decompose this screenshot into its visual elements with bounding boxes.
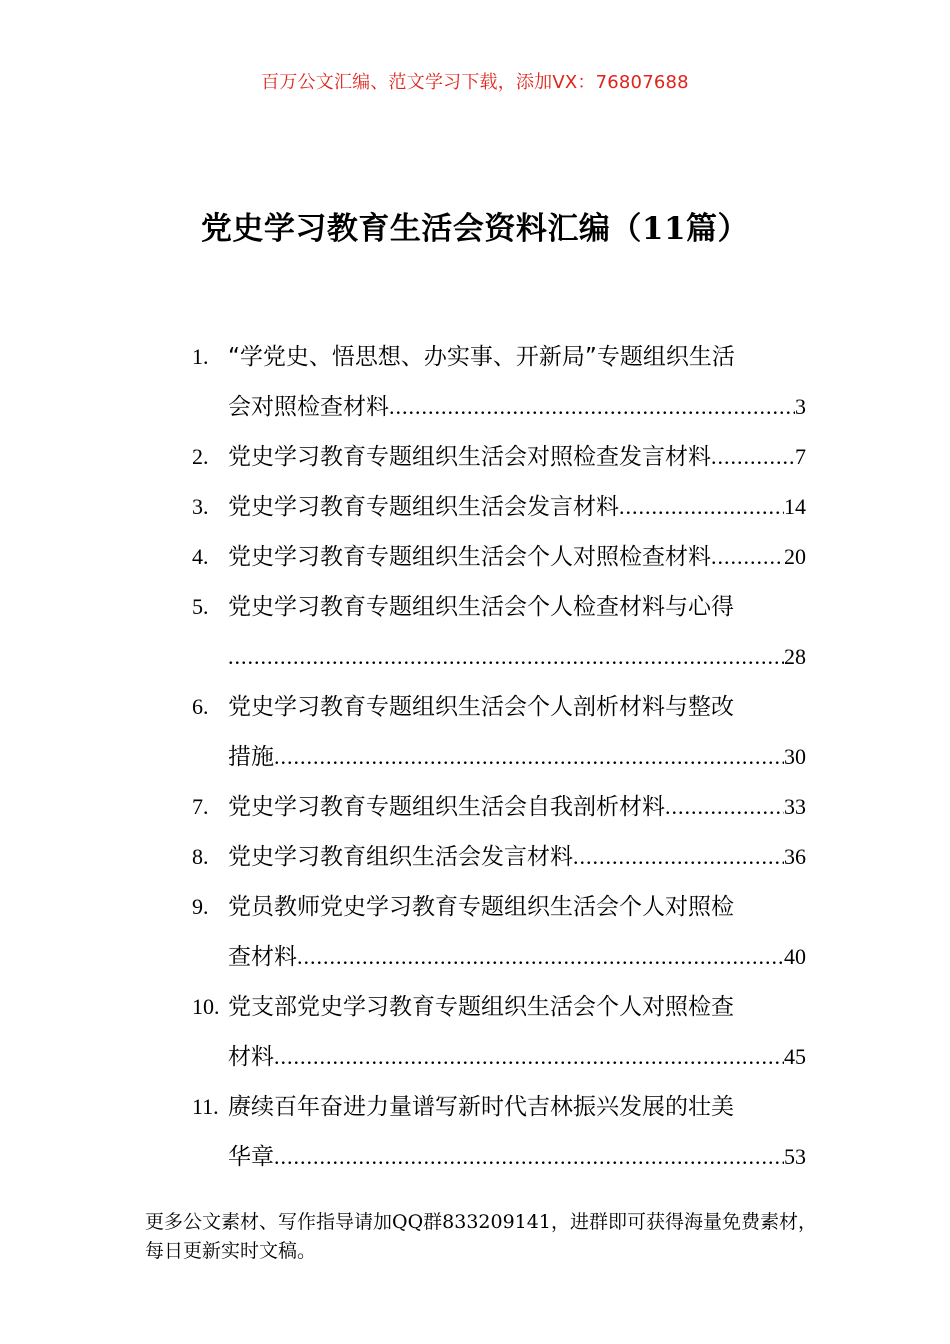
toc-dot-leader (228, 632, 784, 682)
toc-entry-body (228, 682, 806, 782)
toc-dot-leader (619, 482, 784, 532)
toc-entry-title: 党史学习教育专题组织生活会个人检查材料与心得 (228, 594, 734, 620)
toc-entry-line (228, 582, 806, 632)
toc-entry-title: 党史学习教育组织生活会发言材料 (228, 844, 573, 870)
toc-entry-title: 华章 (228, 1144, 274, 1170)
toc-entry-line (228, 382, 806, 432)
toc-entry-body (228, 832, 806, 882)
toc-entry[interactable] (192, 882, 806, 982)
toc-entry-line (228, 882, 806, 932)
toc-entry-line (228, 432, 806, 482)
toc-entry-number: 11. (192, 1094, 219, 1119)
toc-dot-leader (389, 382, 795, 432)
toc-entry-line (228, 1082, 806, 1132)
toc-dot-leader (274, 1132, 784, 1182)
toc-page-number: 7 (795, 444, 806, 469)
toc-dot-leader (297, 932, 784, 982)
toc-dot-leader (274, 732, 784, 782)
toc-page-number: 28 (784, 644, 806, 669)
toc-entry-number: 8. (192, 844, 209, 869)
toc-entry[interactable] (192, 782, 806, 832)
toc-entry-title: 材料 (228, 1044, 274, 1070)
toc-entry-title: 措施 (228, 744, 274, 770)
toc-entry-title: 党史学习教育专题组织生活会对照检查发言材料 (228, 444, 711, 470)
toc-dot-leader (274, 1032, 784, 1082)
toc-page-number: 3 (795, 394, 806, 419)
footer-promo-note: 更多公文素材、写作指导请加QQ群833209141，进群即可获得海量免费素材，每日更新实时文稿。 (145, 1211, 817, 1262)
toc-entry[interactable] (192, 432, 806, 482)
toc-entry-title: 党史学习教育专题组织生活会个人剖析材料与整改 (228, 694, 734, 720)
toc-entry-number: 9. (192, 894, 209, 919)
toc-entry[interactable] (192, 482, 806, 532)
toc-entry-line (228, 532, 806, 582)
toc-entry-line (228, 732, 806, 782)
toc-page-number: 20 (784, 544, 806, 569)
toc-dot-leader (573, 832, 784, 882)
toc-entry-body (228, 882, 806, 982)
toc-entry-number: 10. (192, 994, 220, 1019)
toc-entry-number: 4. (192, 544, 209, 569)
toc-entry-number: 3. (192, 494, 209, 519)
toc-page-number: 45 (784, 1044, 806, 1069)
toc-entry-title: 查材料 (228, 944, 297, 970)
toc-entry-line (228, 682, 806, 732)
toc-entry-line (228, 1132, 806, 1182)
toc-entry-line (228, 632, 806, 682)
toc-entry-title: 党史学习教育专题组织生活会发言材料 (228, 494, 619, 520)
toc-entry-line (228, 982, 806, 1032)
toc-entry-body (228, 532, 806, 582)
toc-page-number: 36 (784, 844, 806, 869)
toc-entry-title: 党史学习教育专题组织生活会自我剖析材料 (228, 794, 665, 820)
toc-page-number: 30 (784, 744, 806, 769)
toc-page-number: 33 (784, 794, 806, 819)
toc-entry-number: 7. (192, 794, 209, 819)
toc-entry-line (228, 832, 806, 882)
toc-dot-leader (711, 532, 784, 582)
toc-entry-number: 6. (192, 694, 209, 719)
toc-page-number: 14 (784, 494, 806, 519)
toc-entry[interactable] (192, 1082, 806, 1182)
toc-entry-number: 1. (192, 344, 209, 369)
toc-page-number: 53 (784, 1144, 806, 1169)
toc-entry-body (228, 782, 806, 832)
toc-entry-title: 赓续百年奋进力量谱写新时代吉林振兴发展的壮美 (228, 1094, 734, 1120)
toc-entry-title: 党史学习教育专题组织生活会个人对照检查材料 (228, 544, 711, 570)
toc-dot-leader (665, 782, 784, 832)
toc-dot-leader (711, 432, 795, 482)
toc-entry-number: 2. (192, 444, 209, 469)
toc-entry[interactable] (192, 332, 806, 432)
toc-entry-line (228, 932, 806, 982)
toc-entry-number: 5. (192, 594, 209, 619)
table-of-contents (192, 332, 806, 1182)
toc-entry-line (228, 332, 806, 382)
toc-entry[interactable] (192, 982, 806, 1082)
toc-entry[interactable] (192, 682, 806, 782)
header-watermark-note: 百万公文汇编、范文学习下载，添加VX：76807688 (261, 72, 689, 93)
toc-entry-body (228, 432, 806, 482)
toc-entry-title: 会对照检查材料 (228, 394, 389, 420)
toc-entry[interactable] (192, 582, 806, 682)
toc-entry-title: 党员教师党史学习教育专题组织生活会个人对照检 (228, 894, 734, 920)
toc-entry-body (228, 482, 806, 532)
toc-entry-title: “学党史、悟思想、办实事、开新局”专题组织生活 (228, 344, 735, 370)
toc-entry-body (228, 332, 806, 432)
toc-entry-line (228, 1032, 806, 1082)
toc-entry[interactable] (192, 532, 806, 582)
toc-entry-body (228, 982, 806, 1082)
document-title: 党史学习教育生活会资料汇编（11篇） (200, 211, 750, 247)
toc-page-number: 40 (784, 944, 806, 969)
toc-entry-body (228, 582, 806, 682)
toc-entry-line (228, 482, 806, 532)
toc-entry-body (228, 1082, 806, 1182)
toc-entry-line (228, 782, 806, 832)
toc-entry-title: 党支部党史学习教育专题组织生活会个人对照检查 (228, 994, 734, 1020)
toc-entry[interactable] (192, 832, 806, 882)
